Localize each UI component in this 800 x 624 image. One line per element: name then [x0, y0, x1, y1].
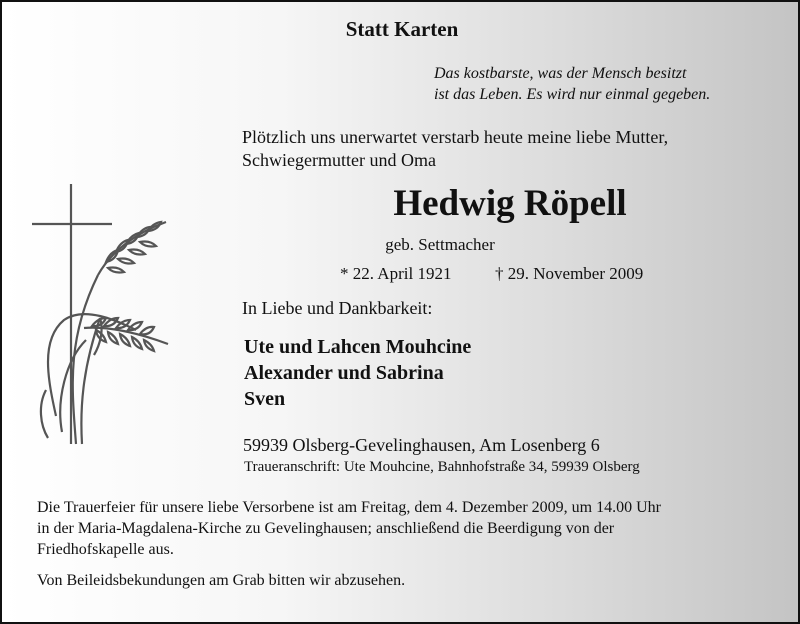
notice-header: Statt Karten [345, 17, 459, 41]
funeral-line: Die Trauerfeier für unsere liebe Versorbene ist am Freitag, dem 4. Dezember 2009, um 14.00 Uhr [37, 499, 661, 516]
mourning-contact-address: Traueranschrift: Ute Mouhcine, Bahnhofstraße 34, 59939 Olsberg [244, 459, 640, 475]
funeral-details [37, 497, 777, 560]
gratitude-line: In Liebe und Dankbarkeit: [242, 298, 433, 318]
announcement-line: Schwiegermutter und Oma [242, 150, 436, 170]
mourners-list [244, 334, 471, 412]
deceased-name: Hedwig Röpell [393, 183, 627, 224]
funeral-line: in der Maria-Magdalena-Kirche zu Gevelinghausen; anschließend die Beerdigung von der [37, 520, 615, 537]
condolence-note: Von Beileidsbekundungen am Grab bitten wir abzusehen. [37, 572, 406, 589]
epigraph-quote [434, 63, 710, 105]
death-announcement [242, 126, 668, 172]
announcement-line: Plötzlich uns unerwartet verstarb heute meine liebe Mutter, [242, 127, 669, 147]
quote-line: Das kostbarste, was der Mensch besitzt [434, 65, 687, 82]
mourner-name: Sven [244, 388, 286, 410]
quote-line: ist das Leben. Es wird nur einmal gegeben. [434, 86, 711, 103]
mourner-name: Alexander und Sabrina [244, 362, 444, 384]
death-date: † 29. November 2009 [495, 264, 644, 283]
home-address: 59939 Olsberg-Gevelinghausen, Am Losenberg 6 [243, 435, 600, 455]
mourner-name: Ute und Lahcen Mouhcine [244, 336, 472, 358]
birth-date: * 22. April 1921 [340, 264, 452, 283]
maiden-name: geb. Settmacher [385, 235, 495, 254]
funeral-line: Friedhofskapelle aus. [37, 541, 174, 558]
cross-with-wheat-icon [26, 180, 176, 448]
